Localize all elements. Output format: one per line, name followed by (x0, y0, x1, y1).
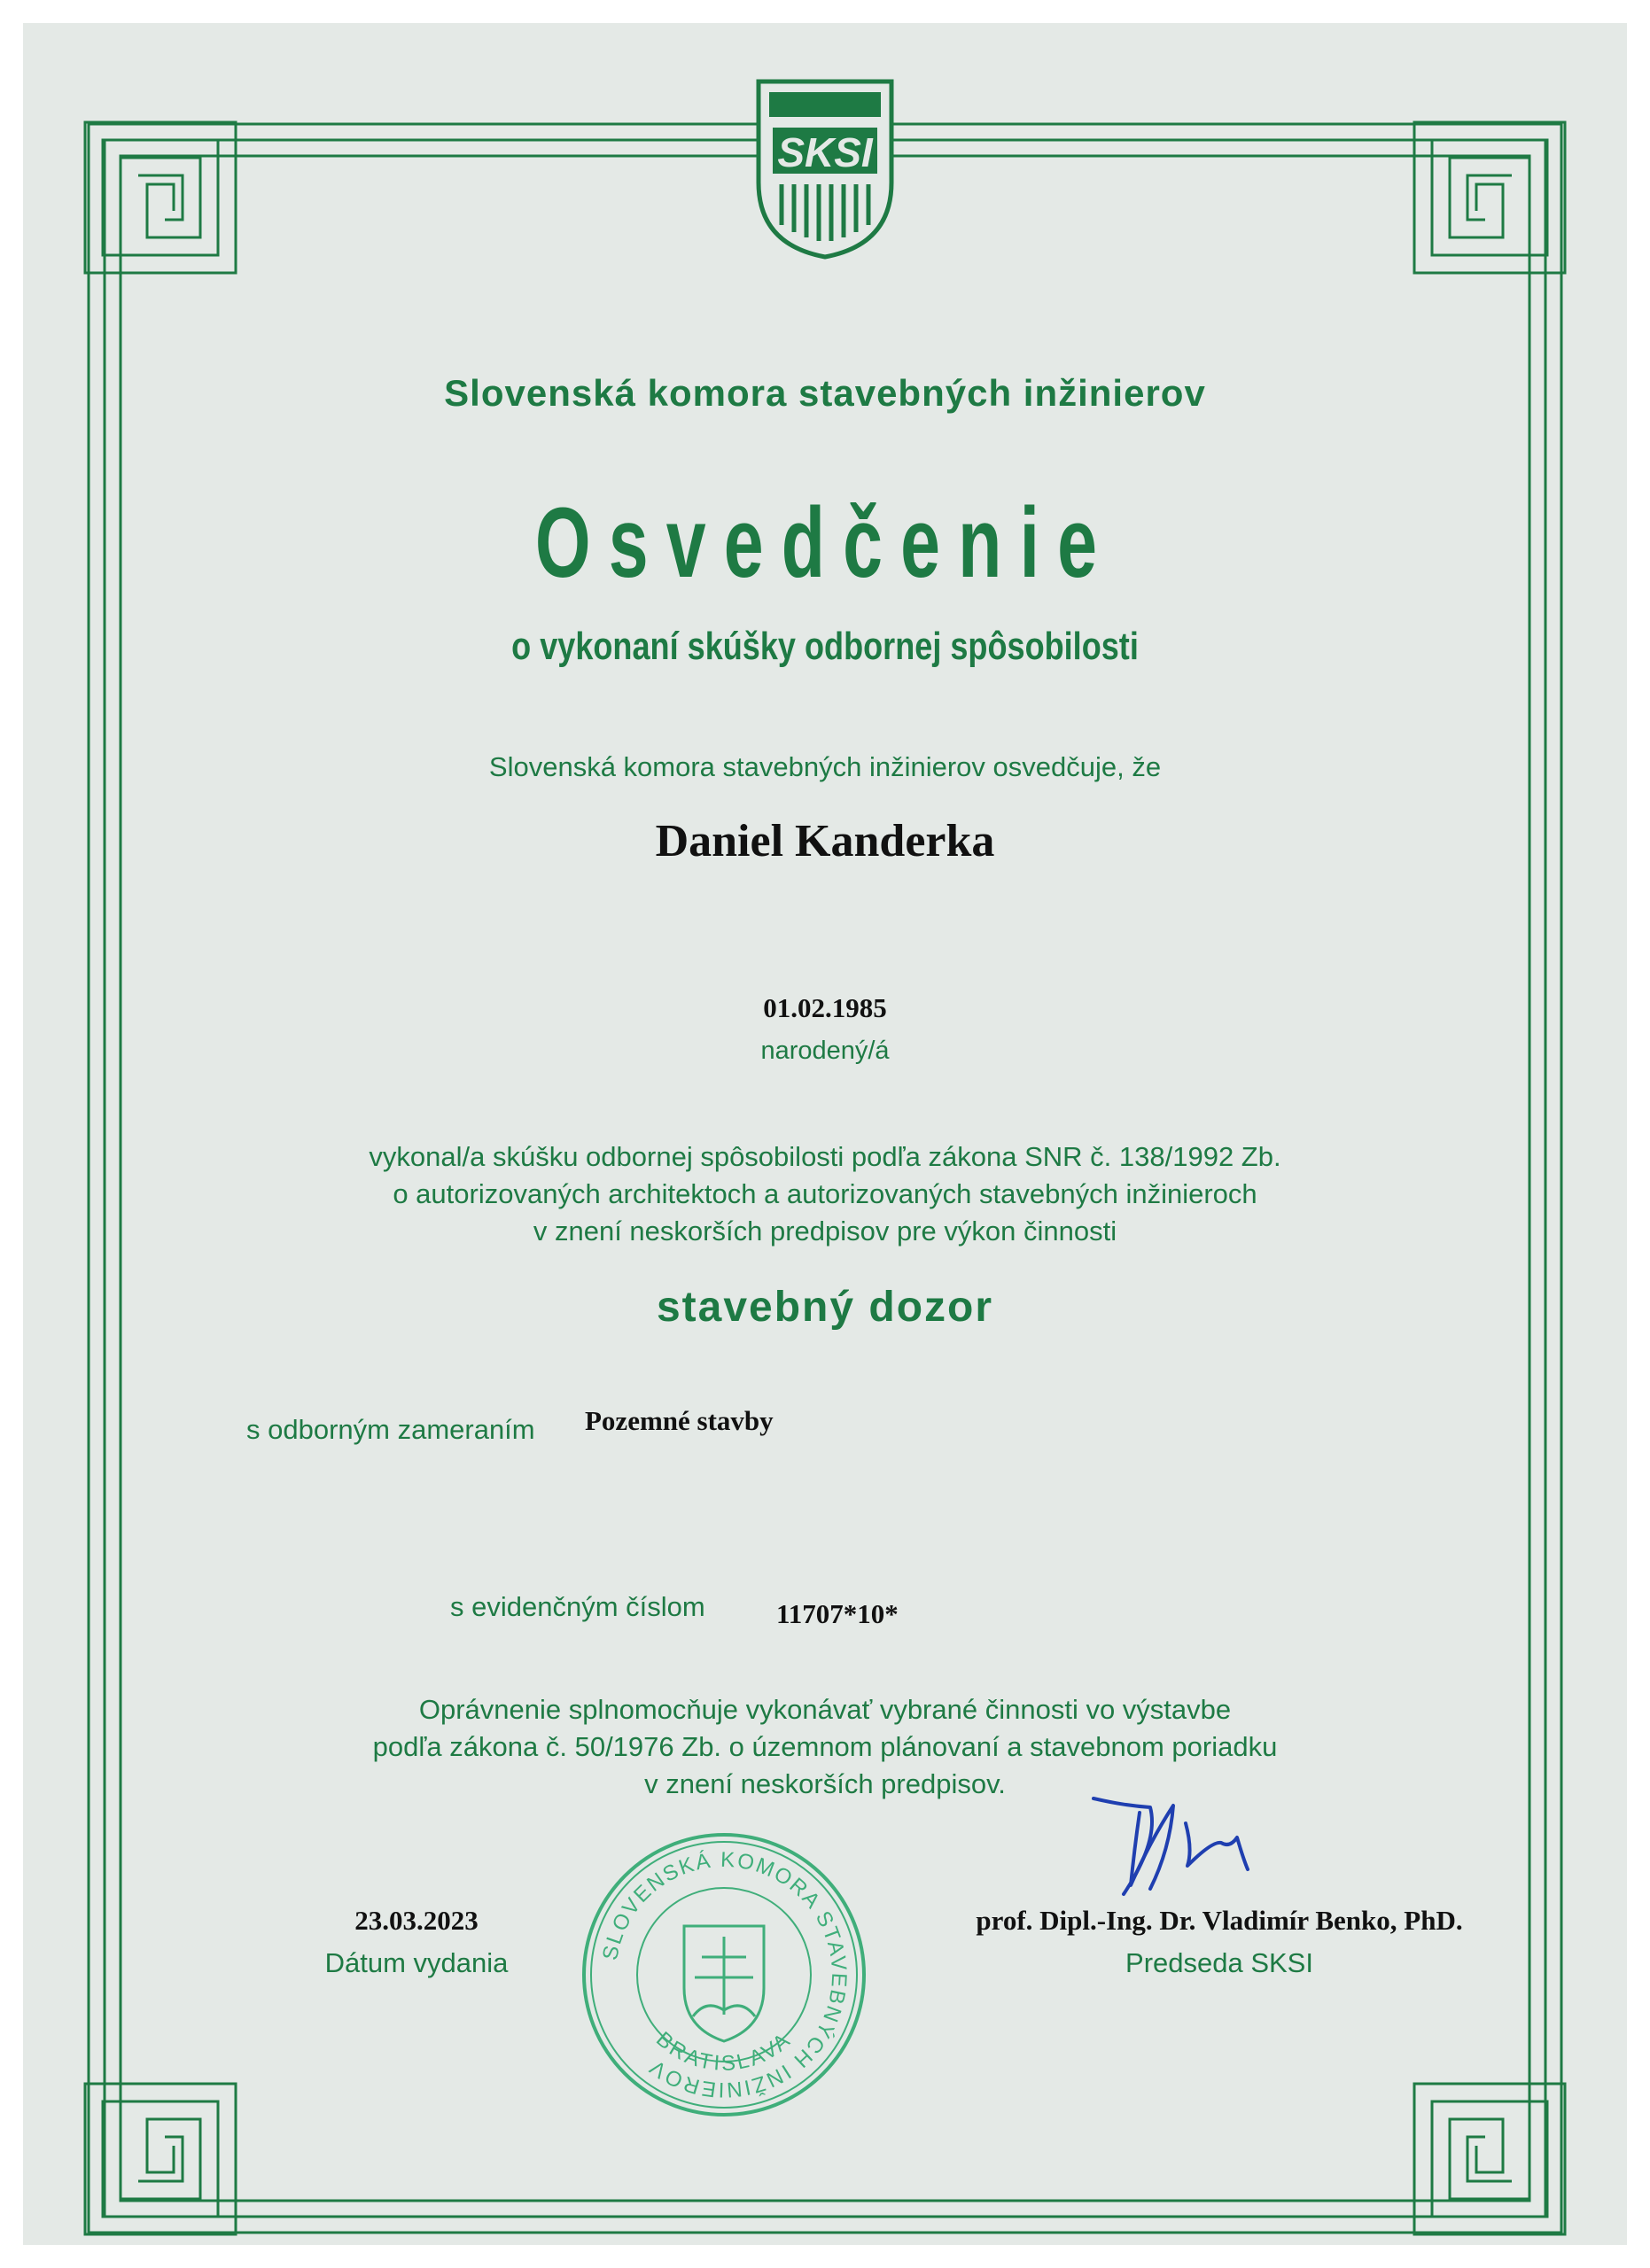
signatory-name: prof. Dipl.-Ing. Dr. Vladimír Benko, PhD. (976, 1905, 1463, 1936)
specialization-value: Pozemné stavby (585, 1405, 774, 1436)
logo-text: SKSI (777, 129, 873, 175)
certificate-subtitle: o vykonaní skúšky odbornej spôsobilosti (511, 625, 1139, 668)
signatory-title: Predseda SKSI (1125, 1947, 1313, 1978)
activity-name: stavebný dozor (656, 1284, 994, 1331)
registration-number: 11707*10* (776, 1598, 899, 1629)
organization-header: Slovenská komora stavebných inžinierov (444, 372, 1206, 414)
corner-ornament-bottom-left (85, 2084, 236, 2234)
sksi-logo (753, 76, 897, 262)
specialization-label: s odborným zameraním (246, 1414, 535, 1445)
authorization-text-line: Oprávnenie splnomocňuje vykonávať vybrané činnosti vo výstavbe (418, 1694, 1232, 1725)
issue-date: 23.03.2023 (354, 1905, 479, 1936)
authorization-text-line: podľa zákona č. 50/1976 Zb. o územnom plánovaní a stavebnom poriadku (372, 1731, 1278, 1762)
corner-ornament-top-right (1414, 122, 1565, 273)
certifies-line: Slovenská komora stavebných inžinierov osvedčuje, že (488, 751, 1162, 782)
stamp-ring-text: SLOVENSKÁ KOMORA STAVEBNÝCH INŽINIEROV (598, 1847, 852, 2102)
registration-label: s evidenčným číslom (450, 1591, 705, 1622)
law-text-line: o autorizovaných architektoch a autorizovaných stavebných inžinieroch (393, 1178, 1257, 1209)
law-text-line: vykonal/a skúšku odbornej spôsobilosti podľa zákona SNR č. 138/1992 Zb. (369, 1141, 1281, 1172)
corner-ornament-bottom-right (1414, 2084, 1565, 2234)
corner-ornament-top-left (85, 122, 236, 273)
certificate-title: Osvedčenie (534, 487, 1116, 598)
birth-date: 01.02.1985 (763, 992, 887, 1023)
official-stamp (578, 1829, 870, 2121)
born-label: narodený/á (760, 1037, 890, 1065)
law-text-line: v znení neskorších predpisov pre výkon činnosti (533, 1216, 1117, 1247)
holder-name: Daniel Kanderka (655, 816, 995, 866)
coat-of-arms-icon (684, 1926, 764, 2041)
issue-date-label: Dátum vydania (324, 1947, 509, 1978)
stamp-city-text: BRATISLAVA (651, 2027, 797, 2077)
signature (1088, 1788, 1265, 1903)
authorization-text-line: v znení neskorších predpisov. (644, 1768, 1006, 1799)
